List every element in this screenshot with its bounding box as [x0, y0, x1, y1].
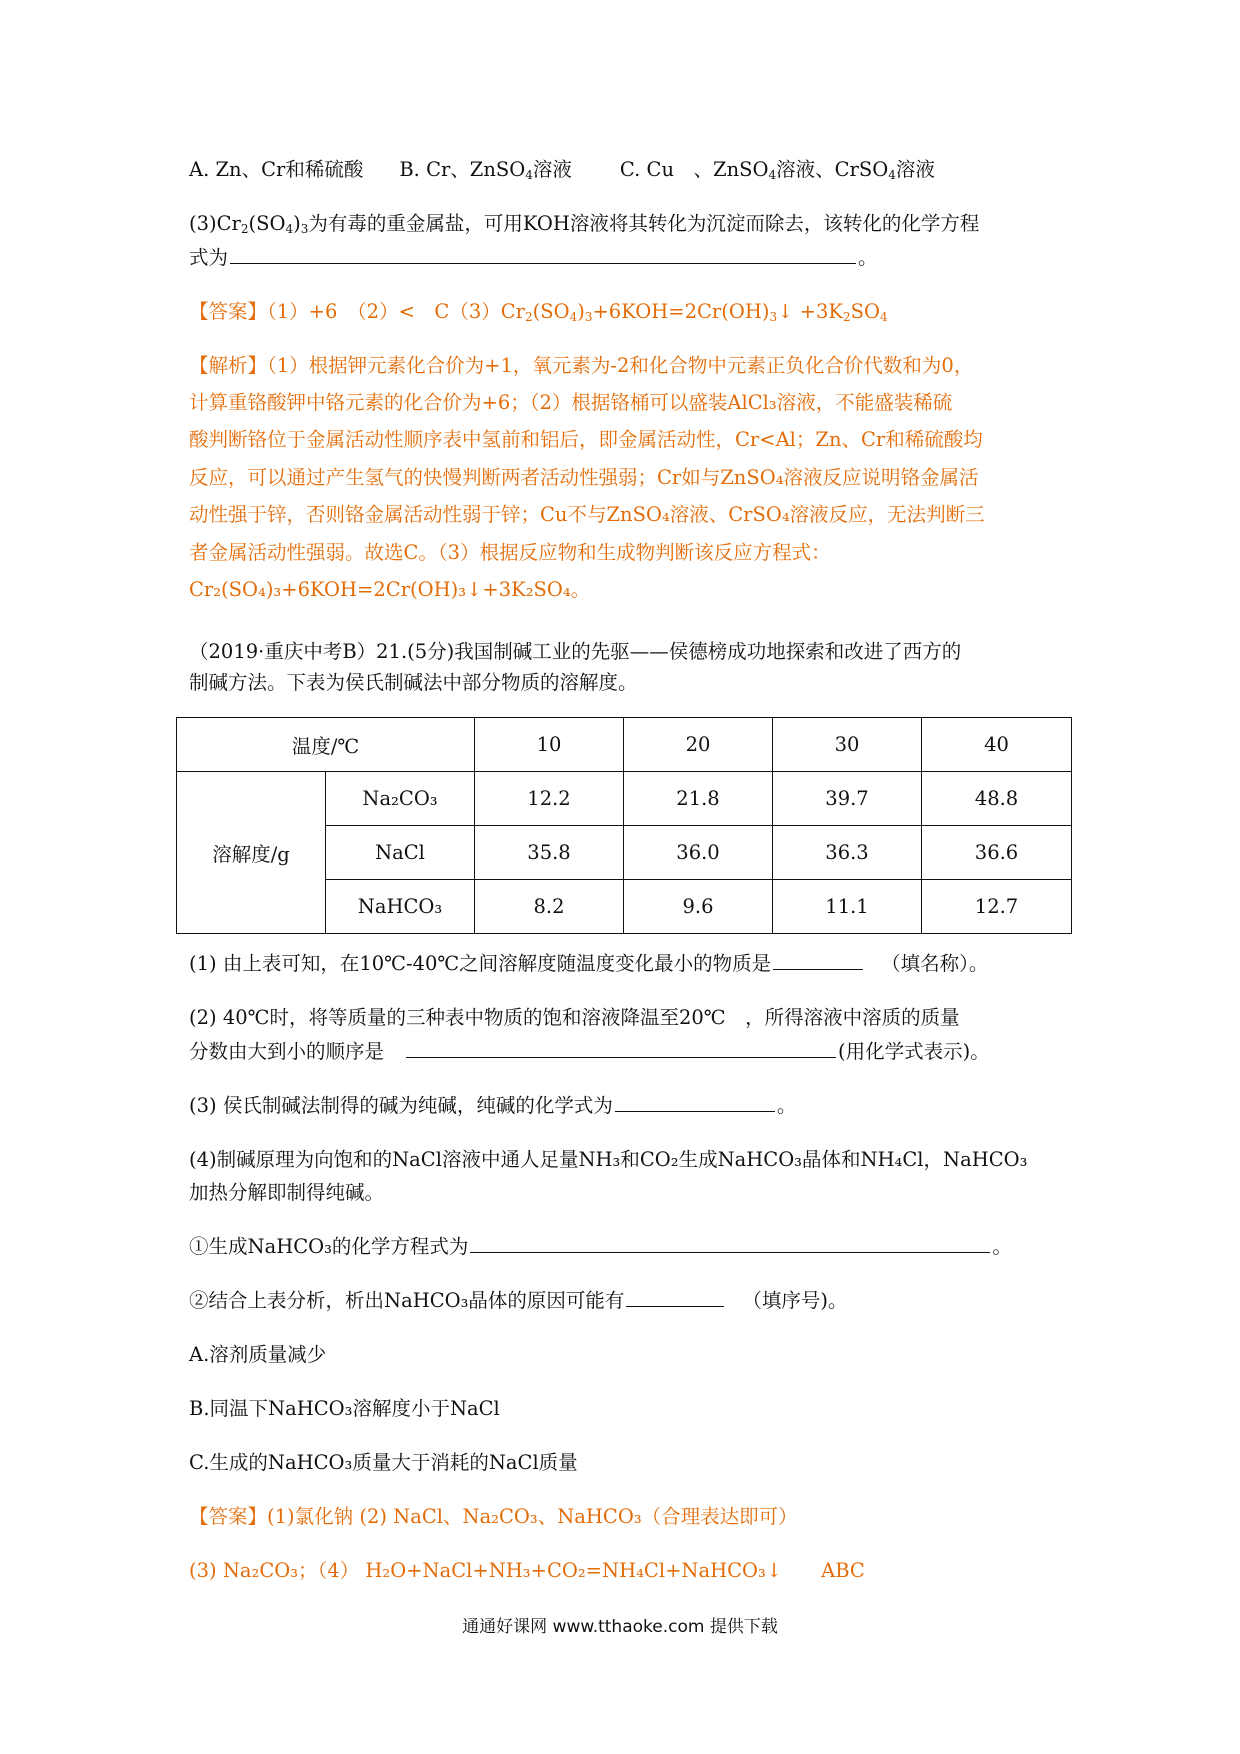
analysis-line-2: 计算重铬酸钾中铬元素的化合价为+6；（2）根据铬桶可以盛装AlCl₃溶液，不能盛装稀硫	[189, 391, 953, 414]
q21-part-4b: ②结合上表分析，析出NaHCO₃晶体的原因可能有 （填序号)。	[189, 1289, 848, 1312]
q21-part-4-line-2: 加热分解即制得纯碱。	[189, 1181, 385, 1204]
q3-line-1: $(3)Cr_2(SO_4)_3$为有毒的重金属盐，可用KOH溶液将其转化为沉淀而除去，该转化的化学方程	[189, 212, 980, 236]
value-cell: 36.3	[773, 826, 922, 880]
q21-intro-line-2: 制碱方法。下表为侯氏制碱法中部分物质的溶解度。	[189, 671, 638, 694]
row-group-label: 溶解度/g	[177, 772, 326, 934]
q21-part-2-line-2: 分数由大到小的顺序是 (用化学式表示)。	[189, 1040, 990, 1063]
value-cell: 21.8	[624, 772, 773, 826]
option-c: C. Cu 、ZnSO$_4$溶液、CrSO$_4$溶液	[619, 158, 935, 182]
solubility-table	[176, 717, 1072, 934]
analysis-tag: 【解析】	[189, 354, 268, 377]
value-cell: 12.2	[475, 772, 624, 826]
option-a: A. Zn、Cr和稀硫酸	[189, 158, 364, 181]
option-c: C.生成的NaHCO₃质量大于消耗的NaCl质量	[189, 1451, 578, 1474]
table-row	[177, 772, 1072, 826]
q3-line-2: 式为 。	[189, 246, 878, 269]
option-b: B. Cr、ZnSO$_4$溶液	[399, 158, 572, 182]
value-cell: 9.6	[624, 880, 773, 934]
option-a: A.溶剂质量减少	[189, 1343, 327, 1366]
value-cell: 35.8	[475, 826, 624, 880]
analysis-line-5: 动性强于锌，否则铬金属活动性弱于锌；Cu不与ZnSO₄溶液、CrSO₄溶液反应，无法判断三	[189, 503, 985, 526]
value-cell: 36.0	[624, 826, 773, 880]
analysis-line-3: 酸判断铬位于金属活动性顺序表中氢前和铝后，即金属活动性，Cr<Al；Zn、Cr和稀硫酸均	[189, 428, 983, 451]
analysis-line-4: 反应，可以通过产生氢气的快慢判断两者活动性强弱；Cr如与ZnSO₄溶液反应说明铬金属活	[189, 466, 979, 489]
q21-part-1: (1) 由上表可知，在10℃-40℃之间溶解度随温度变化最小的物质是 （填名称）。	[189, 952, 989, 975]
answer-blank[interactable]	[470, 1251, 990, 1253]
analysis-line-1: 【解析】（1）根据钾元素化合价为+1，氧元素为-2和化合物中元素正负化合价代数和为0，	[189, 354, 974, 377]
q21-part-4a: ①生成NaHCO₃的化学方程式为 。	[189, 1235, 1012, 1258]
q21-answer-line-2: (3) Na₂CO₃；（4） H₂O+NaCl+NH₃+CO₂=NH₄Cl+NaHCO₃↓ ABC	[189, 1559, 865, 1582]
value-cell: 12.7	[922, 880, 1072, 934]
temp-cell: 30	[773, 718, 922, 772]
substance-cell: Na₂CO₃	[326, 772, 475, 826]
value-cell: 39.7	[773, 772, 922, 826]
answer-blank[interactable]	[626, 1305, 724, 1307]
value-cell: 48.8	[922, 772, 1072, 826]
answer-blank[interactable]	[406, 1056, 836, 1058]
q21-part-4-line-1: (4)制碱原理为向饱和的NaCl溶液中通人足量NH₃和CO₂生成NaHCO₃晶体和NH₄Cl，NaHCO₃	[189, 1148, 1028, 1171]
table-header-row	[177, 718, 1072, 772]
temp-cell: 10	[475, 718, 624, 772]
analysis-line-6: 者金属活动性强弱。故选C。（3）根据反应物和生成物判断该反应方程式：	[189, 541, 831, 564]
answer-blank[interactable]	[230, 262, 856, 264]
q21-intro-line-1: （2019·重庆中考B）21.(5分)我国制碱工业的先驱——侯德榜成功地探索和改进了西方的	[189, 640, 962, 663]
answer-tag: 【答案】	[189, 1505, 268, 1528]
answer-line: 【答案】（1）+6 （2）< $C(3)Cr_2(SO_4)_3+6KOH=2Cr(OH)_3↓ +3K_2SO_4$	[189, 300, 888, 324]
substance-cell: NaCl	[326, 826, 475, 880]
q21-answer-line-1: 【答案】(1)氯化钠 (2) NaCl、Na₂CO₃、NaHCO₃（合理表达即可）	[189, 1505, 798, 1528]
temp-cell: 40	[922, 718, 1072, 772]
answer-blank[interactable]	[773, 968, 863, 970]
answer-tag: 【答案】	[189, 300, 268, 323]
value-cell: 8.2	[475, 880, 624, 934]
temp-cell: 20	[624, 718, 773, 772]
header-label: 温度/℃	[177, 718, 475, 772]
option-b: B.同温下NaHCO₃溶解度小于NaCl	[189, 1397, 500, 1420]
answer-blank[interactable]	[615, 1110, 775, 1112]
footer-text: 通通好课网 www.tthaoke.com 提供下载	[462, 1617, 778, 1637]
substance-cell: NaHCO₃	[326, 880, 475, 934]
value-cell: 36.6	[922, 826, 1072, 880]
q21-part-2-line-1: (2) 40℃时，将等质量的三种表中物质的饱和溶液降温至20℃ ，所得溶液中溶质的质量	[189, 1006, 960, 1029]
value-cell: 11.1	[773, 880, 922, 934]
q21-part-3: (3) 侯氏制碱法制得的碱为纯碱，纯碱的化学式为 。	[189, 1094, 797, 1117]
options-line	[189, 160, 935, 180]
analysis-line-7: Cr₂(SO₄)₃+6KOH=2Cr(OH)₃↓+3K₂SO₄。	[189, 578, 591, 601]
